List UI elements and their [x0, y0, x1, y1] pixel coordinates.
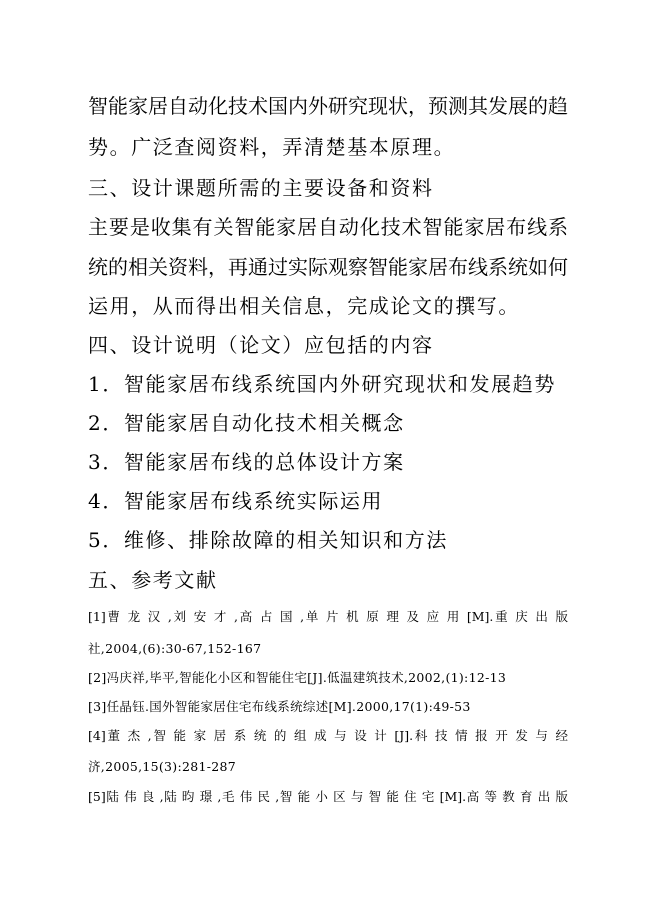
reference-2: [2]冯庆祥,毕平,智能化小区和智能住宅[J].低温建筑技术,2002,(1):12-13 [88, 670, 507, 685]
paragraph-1-line-1: 智能家居自动化技术国内外研究现状，预测其发展的趋 [88, 94, 568, 118]
section-4-item-4: 4．智能家居布线系统实际运用 [88, 489, 384, 513]
section-3-line-2: 统的相关资料，再通过实际观察智能家居布线系统如何 [88, 255, 568, 279]
section-4-item-5: 5．维修、排除故障的相关知识和方法 [88, 528, 448, 552]
section-4-item-2: 2．智能家居自动化技术相关概念 [88, 411, 405, 435]
section-4-item-1: 1．智能家居布线系统国内外研究现状和发展趋势 [88, 372, 556, 396]
reference-1-line-1: [1]曹 龙 汉 ,刘 安 才 ,高 占 国 ,单 片 机 原 理 及 应 用 [M].重 庆 出 版 [88, 609, 568, 624]
paragraph-1-line-2: 势。广泛查阅资料，弄清楚基本原理。 [88, 135, 456, 159]
reference-3: [3]任晶钰.国外智能家居住宅布线系统综述[M].2000,17(1):49-53 [88, 699, 471, 714]
reference-5-line-1: [5]陆 伟 良 ,陆 昀 璟 ,毛 伟 民 ,智 能 小 区 与 智 能 住 宅 [M].高 等 教 育 出 版 [88, 789, 568, 804]
reference-1-line-2: 社,2004,(6):30-67,152-167 [88, 641, 262, 656]
section-3-heading: 三、设计课题所需的主要设备和资料 [88, 176, 434, 200]
reference-4-line-1: [4]董 杰 ,智 能 家 居 系 统 的 组 成 与 设 计 [J].科 技 情 报 开 发 与 经 [88, 728, 568, 743]
section-5-heading: 五、参考文献 [88, 568, 218, 592]
section-3-line-3: 运用，从而得出相关信息，完成论文的撰写。 [88, 294, 520, 318]
section-3-line-1: 主要是收集有关智能家居自动化技术智能家居布线系 [88, 215, 568, 239]
section-4-item-3: 3．智能家居布线的总体设计方案 [88, 450, 405, 474]
section-4-heading: 四、设计说明（论文）应包括的内容 [88, 333, 434, 357]
reference-4-line-2: 济,2005,15(3):281-287 [88, 759, 237, 774]
